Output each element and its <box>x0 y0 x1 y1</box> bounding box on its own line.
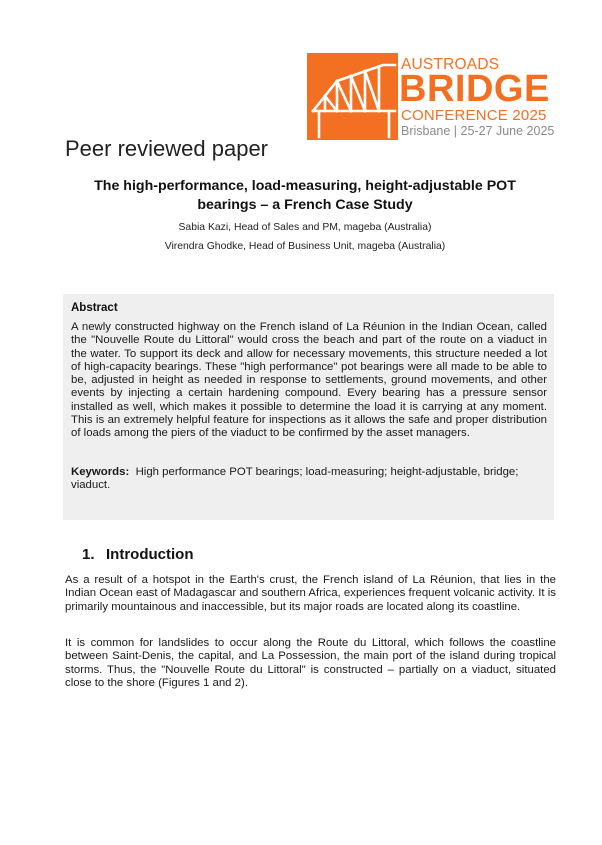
keywords <box>71 466 547 493</box>
author-line: Sabia Kazi, Head of Sales and PM, mageba (Australia) <box>178 222 432 233</box>
paragraph: As a result of a hotspot in the Earth's crust, the French island of La Réunion, that lies in the Indian Ocean east of Madagascar and southern Africa, experiences frequent volcanic activity. It is primarily mountainous and inaccessible, but its major roads are located along its coastline. <box>65 574 556 613</box>
paragraph: It is common for landslides to occur along the Route du Littoral, which follows the coastline between Saint-Denis, the capital, and La Possession, the main port of the island during tropical storms. Thus, the "Nouvelle Route du Littoral" is constructed – partially on a viaduct, situated close to the shore (Figures 1 and 2). <box>65 637 556 689</box>
section-heading-introduction <box>82 546 193 563</box>
logo-line-austroads: AUSTROADS <box>401 56 500 73</box>
section-number: 1. <box>82 546 95 563</box>
keywords-text: High performance POT bearings; load-measuring; height-adjustable, bridge; viaduct. <box>71 466 519 492</box>
peer-reviewed-label: Peer reviewed paper <box>65 136 269 161</box>
keywords-label: Keywords: <box>71 466 130 478</box>
logo-line-location-date: Brisbane | 25-27 June 2025 <box>401 124 555 138</box>
section-title: Introduction <box>106 546 194 563</box>
abstract-box <box>63 294 554 520</box>
logo-line-bridge: BRIDGE <box>399 68 550 110</box>
paper-title: The high-performance, load-measuring, height-adjustable POT bearings – a French Case Study <box>94 178 516 213</box>
abstract-heading: Abstract <box>71 302 118 314</box>
bridge-icon <box>307 53 398 140</box>
logo-badge <box>307 53 398 140</box>
author-line: Virendra Ghodke, Head of Business Unit, mageba (Australia) <box>164 241 446 252</box>
logo-line-conference: CONFERENCE 2025 <box>401 107 547 124</box>
abstract-text: A newly constructed highway on the French island of La Réunion in the Indian Ocean, called the "Nouvelle Route du Littoral" would cross the beach and part of the route on a viaduct in the water. To support its deck and allow for necessary movements, this structure needed a lot of high-capacity bearings. These "high performance" pot bearings were all made to be able to be, adjusted in height as needed in response to settlements, ground movements, and other events by injecting a certain hardening compound. Every bearing has a pressure sensor installed as well, which makes it possible to determine the load it is carrying at any moment. This is an extremely helpful feature for inspections as it allows the safe and proper distribution of loads among the piers of the viaduct to be confirmed by the asset managers. <box>71 321 547 440</box>
conference-logo <box>307 53 557 143</box>
